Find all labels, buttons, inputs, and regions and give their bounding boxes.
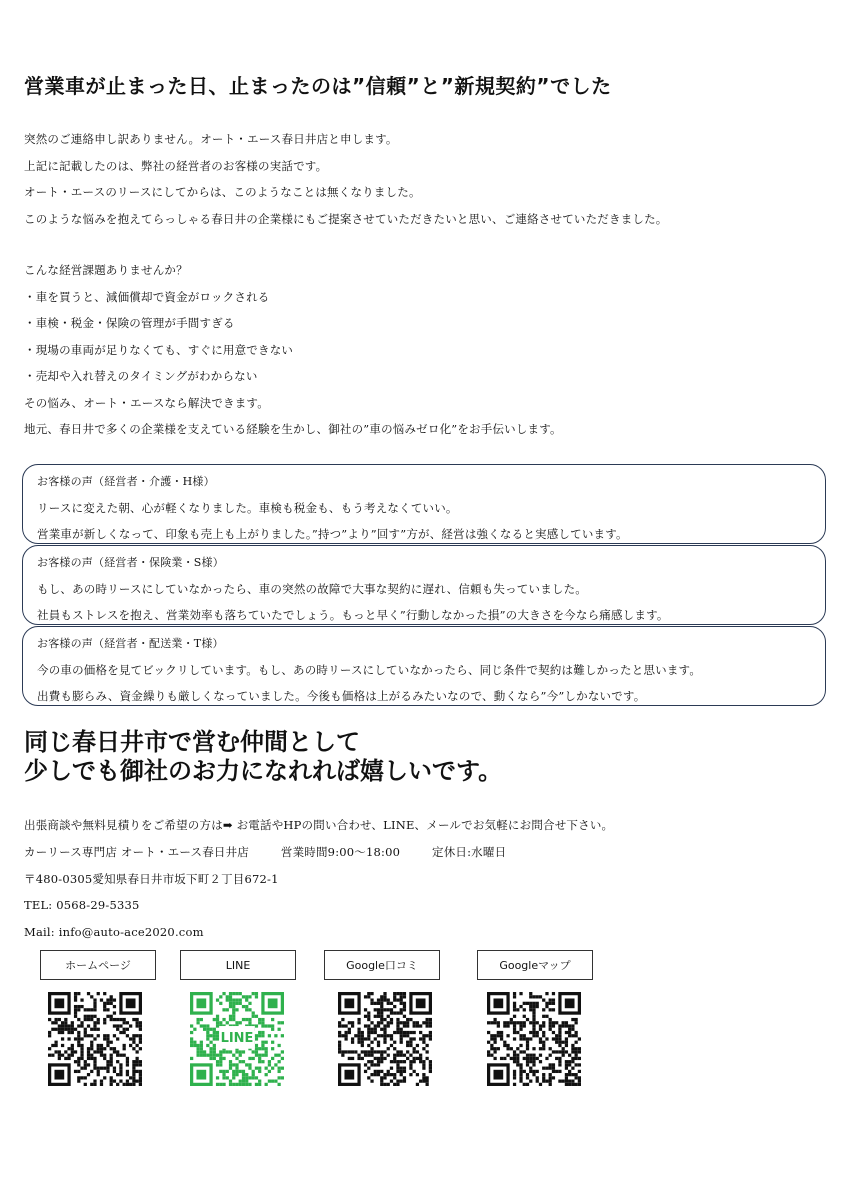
email[interactable]: Mail: info@auto-ace2020.com — [24, 925, 204, 940]
issues-section — [24, 257, 824, 443]
intro-line: 上記に記載したのは、弊社の経営者のお客様の実話です。 — [24, 158, 328, 173]
qr-label: Google口コミ — [324, 950, 440, 980]
qr-homepage[interactable] — [40, 950, 156, 980]
issue-item: ・車を買うと、減価償却で資金がロックされる — [24, 289, 270, 304]
shop-name: カーリース専門店 オート・エース春日井店 — [24, 844, 250, 859]
intro-line: 突然のご連絡申し訳ありません。オート・エース春日井店と申します。 — [24, 132, 398, 146]
voice-box — [22, 464, 826, 544]
business-hours: 営業時間9:00～18:00 — [280, 844, 401, 859]
page-title: 営業車が止まった日、止まったのは”信頼”と”新規契約”でした — [24, 74, 612, 98]
intro-line: このような悩みを抱えてらっしゃる春日井の企業様にもご提案させていただきたいと思い、ご連絡させていただきました。 — [24, 211, 668, 226]
qr-label: ホームページ — [40, 950, 156, 980]
voice-header: お客様の声（経営者・介護・H様） — [37, 475, 215, 488]
qr-code-homepage[interactable] — [48, 992, 142, 1086]
qr-google-maps[interactable] — [477, 950, 593, 980]
voice-line: 今の車の価格を見てビックリしています。もし、あの時リースにしていなかったら、同じ条件で契約は難しかったと思います。 — [37, 663, 702, 677]
solution-line: 地元、春日井で多くの企業様を支えている経験を生かし、御社の”車の悩みゼロ化”をお手伝いします。 — [24, 422, 562, 436]
issue-item: ・売却や入れ替えのタイミングがわからない — [24, 369, 258, 383]
voice-header: お客様の声（経営者・保険業・S様） — [37, 556, 224, 569]
qr-code-google-maps[interactable] — [487, 992, 581, 1086]
qr-code-line[interactable] — [190, 992, 284, 1086]
issues-heading: こんな経営課題ありませんか？ — [24, 263, 188, 277]
voice-line: 出費も膨らみ、資金繰りも厳しくなっていました。今後も価格は上がるみたいなので、動くなら”今”しかないです。 — [37, 689, 646, 703]
address: 〒480-0305愛知県春日井市坂下町２丁目672-1 — [24, 871, 279, 886]
qr-code-google-reviews[interactable] — [338, 992, 432, 1086]
qr-label: Googleマップ — [477, 950, 593, 980]
voice-box — [22, 545, 826, 625]
closing-line: 同じ春日井市で営む仲間として — [24, 727, 360, 756]
closing-message — [24, 727, 824, 785]
voice-box — [22, 626, 826, 706]
intro-section — [24, 126, 824, 232]
shop-row — [24, 839, 824, 866]
phone[interactable]: TEL: 0568-29-5335 — [24, 898, 140, 913]
qr-line[interactable] — [180, 950, 296, 1047]
holiday: 定休日:水曜日 — [432, 844, 507, 859]
issue-item: ・現場の車両が足りなくても、すぐに用意できない — [24, 342, 294, 357]
qr-label: LINE — [180, 950, 296, 980]
issue-item: ・車検・税金・保険の管理が手間すぎる — [24, 316, 235, 330]
voice-header: お客様の声（経営者・配送業・T様） — [37, 637, 224, 650]
voice-line: もし、あの時リースにしていなかったら、車の突然の故障で大事な契約に遅れ、信頼も失っていました。 — [37, 582, 588, 596]
voice-line: 社員もストレスを抱え、営業効率も落ちていたでしょう。もっと早く”行動しなかった損”の大きさを今なら痛感します。 — [37, 608, 669, 622]
contact-section — [24, 812, 824, 946]
closing-line: 少しでも御社のお力になれれば嬉しいです。 — [24, 756, 503, 785]
solution-line: その悩み、オート・エースなら解決できます。 — [24, 395, 269, 410]
contact-cta: 出張商談や無料見積りをご希望の方は➡ お電話やHPの問い合わせ、LINE、メールでお気軽にお問合せ下さい。 — [24, 818, 614, 832]
line-logo-text: LINE — [220, 1031, 254, 1047]
voice-line: 営業車が新しくなって、印象も売上も上がりました。”持つ”より”回す”方が、経営は強くなると実感しています。 — [37, 527, 628, 541]
qr-codes — [0, 950, 848, 1100]
intro-line: オート・エースのリースにしてからは、このようなことは無くなりました。 — [24, 185, 421, 199]
customer-voices — [22, 464, 826, 707]
qr-google-reviews[interactable] — [324, 950, 440, 980]
voice-line: リースに変えた朝、心が軽くなりました。車検も税金も、もう考えなくていい。 — [37, 501, 458, 515]
